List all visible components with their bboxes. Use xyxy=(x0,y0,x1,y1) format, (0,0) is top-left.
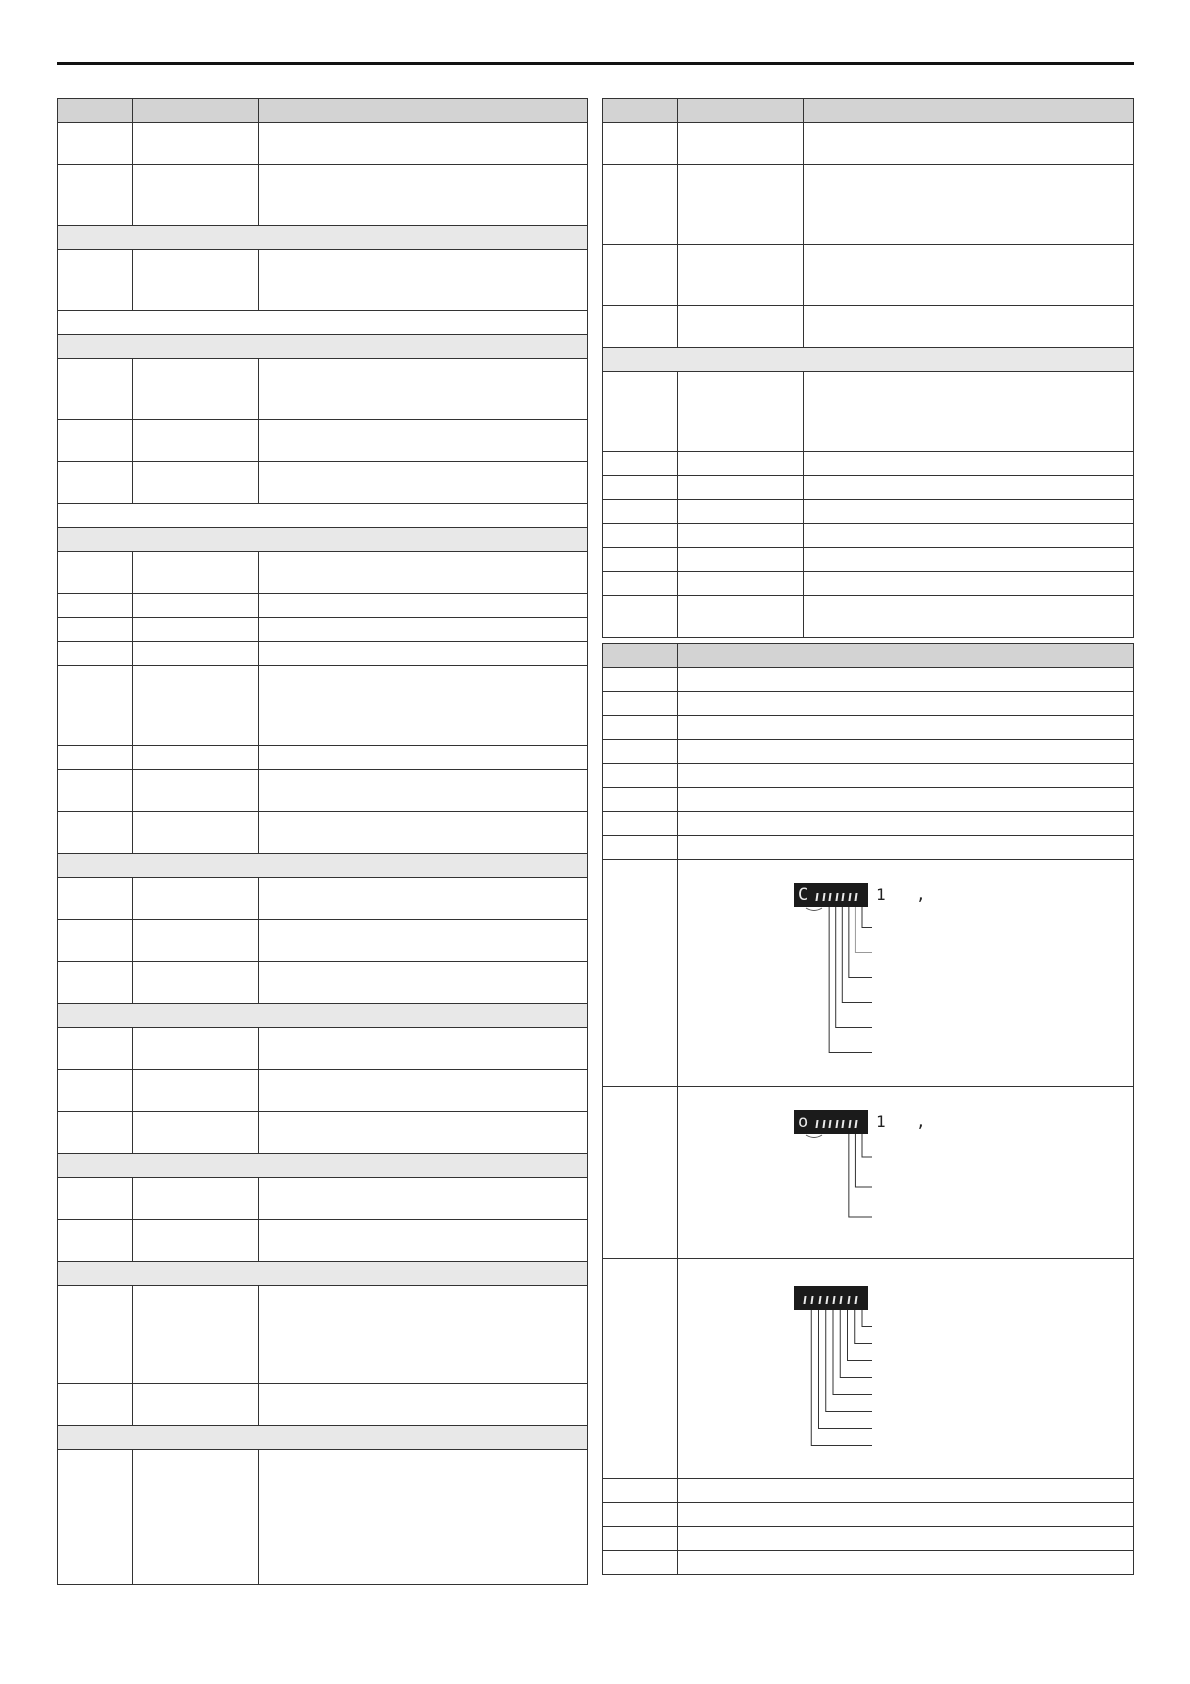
table-cell xyxy=(678,524,804,548)
table-row xyxy=(58,666,588,746)
section-heading-cell xyxy=(58,335,588,359)
indicator-glyph: , xyxy=(916,884,926,904)
table-cell xyxy=(58,746,133,770)
table-cell xyxy=(133,618,259,642)
table-row xyxy=(603,788,1134,812)
table-row xyxy=(603,860,1134,1087)
table-cell xyxy=(603,452,678,476)
column-header xyxy=(678,99,804,123)
drive-status-diagram xyxy=(678,1260,1134,1478)
table-cell xyxy=(603,372,678,452)
table-cell xyxy=(603,668,678,692)
table-cell xyxy=(259,962,588,1004)
table-cell xyxy=(678,764,1134,788)
table-row xyxy=(603,372,1134,452)
table-cell xyxy=(133,1070,259,1112)
table-row xyxy=(58,165,588,226)
table-row xyxy=(603,596,1134,638)
table-cell xyxy=(259,770,588,812)
table-cell xyxy=(133,1286,259,1384)
table-row xyxy=(58,920,588,962)
table-row xyxy=(603,1503,1134,1527)
section-row xyxy=(58,1262,588,1286)
table-cell xyxy=(678,123,804,165)
leader-line xyxy=(862,907,872,928)
table-cell xyxy=(259,165,588,226)
table-row xyxy=(603,476,1134,500)
table-row xyxy=(58,812,588,854)
table-cell xyxy=(259,1112,588,1154)
leader-line xyxy=(836,907,872,1028)
table-header-row xyxy=(603,99,1134,123)
table-row xyxy=(603,306,1134,348)
table-cell xyxy=(603,572,678,596)
leader-line xyxy=(862,1310,872,1327)
column-header xyxy=(259,99,588,123)
table-cell xyxy=(58,552,133,594)
section-heading-cell xyxy=(58,854,588,878)
table-row xyxy=(603,1479,1134,1503)
table-cell xyxy=(603,836,678,860)
table-cell xyxy=(678,740,1134,764)
table-cell xyxy=(133,552,259,594)
lcd-prefix-glyph: C xyxy=(798,884,809,905)
table-cell xyxy=(603,165,678,245)
table-cell xyxy=(259,812,588,854)
leader-line xyxy=(833,1310,872,1395)
section-row xyxy=(603,348,1134,372)
parameter-table-left xyxy=(57,98,588,1585)
table-row xyxy=(58,618,588,642)
output-terminal-status-diagram xyxy=(678,1088,1134,1258)
monitor-table xyxy=(602,643,1134,1575)
table-cell xyxy=(259,1028,588,1070)
section-heading-cell xyxy=(58,1154,588,1178)
table-row xyxy=(58,1112,588,1154)
section-heading-cell xyxy=(58,1262,588,1286)
table-cell xyxy=(133,878,259,920)
section-row xyxy=(58,335,588,359)
table-cell xyxy=(678,668,1134,692)
table-cell xyxy=(259,878,588,920)
table-cell xyxy=(259,746,588,770)
blank-cell xyxy=(58,311,588,335)
table-row xyxy=(603,1527,1134,1551)
table-row xyxy=(603,452,1134,476)
table-row xyxy=(603,668,1134,692)
table-cell xyxy=(678,1551,1134,1575)
brace-mark xyxy=(806,908,822,911)
table-row xyxy=(603,165,1134,245)
table-cell xyxy=(804,476,1134,500)
table-cell xyxy=(133,1112,259,1154)
table-cell xyxy=(259,123,588,165)
table-cell xyxy=(133,165,259,226)
table-cell xyxy=(804,524,1134,548)
table-cell xyxy=(259,1220,588,1262)
table-cell xyxy=(603,123,678,165)
table-row xyxy=(603,245,1134,306)
table-cell xyxy=(58,812,133,854)
leader-lines xyxy=(678,861,1134,1086)
table-row xyxy=(58,552,588,594)
table-cell xyxy=(603,596,678,638)
table-cell xyxy=(133,770,259,812)
table-cell xyxy=(58,878,133,920)
table-cell xyxy=(259,462,588,504)
table-row xyxy=(603,692,1134,716)
table-cell xyxy=(603,740,678,764)
table-cell xyxy=(603,764,678,788)
table-cell xyxy=(678,476,804,500)
leader-line xyxy=(819,1310,873,1429)
table-cell xyxy=(678,812,1134,836)
table-cell xyxy=(678,306,804,348)
table-cell xyxy=(133,920,259,962)
table-row xyxy=(603,1551,1134,1575)
table-cell xyxy=(133,1220,259,1262)
table-cell xyxy=(678,716,1134,740)
column-header xyxy=(133,99,259,123)
table-row xyxy=(603,500,1134,524)
table-cell xyxy=(58,1028,133,1070)
leader-line xyxy=(855,1134,872,1187)
table-cell xyxy=(259,642,588,666)
table-cell xyxy=(259,1384,588,1426)
column-header xyxy=(804,99,1134,123)
table-cell xyxy=(678,1503,1134,1527)
table-cell xyxy=(678,572,804,596)
table-row xyxy=(58,250,588,311)
table-cell xyxy=(58,1070,133,1112)
table-cell xyxy=(804,245,1134,306)
table-cell xyxy=(603,245,678,306)
table-cell xyxy=(603,1479,678,1503)
table-row xyxy=(58,1028,588,1070)
table-row xyxy=(58,462,588,504)
table-row xyxy=(58,770,588,812)
table-row xyxy=(58,420,588,462)
table-cell xyxy=(259,1070,588,1112)
table-cell xyxy=(58,618,133,642)
table-row xyxy=(603,812,1134,836)
table-row xyxy=(58,962,588,1004)
table-cell xyxy=(603,788,678,812)
table-cell xyxy=(259,920,588,962)
leader-line xyxy=(848,1310,873,1361)
table-row xyxy=(58,746,588,770)
table-cell xyxy=(678,245,804,306)
table-cell xyxy=(58,1178,133,1220)
leader-line xyxy=(849,1134,872,1217)
table-header-row xyxy=(603,644,1134,668)
table-cell xyxy=(58,1450,133,1585)
table-cell xyxy=(259,359,588,420)
header-rule xyxy=(57,62,1134,65)
table-cell xyxy=(259,1178,588,1220)
table-cell xyxy=(58,920,133,962)
table-row xyxy=(58,1286,588,1384)
table-cell xyxy=(259,666,588,746)
table-cell xyxy=(133,1384,259,1426)
table-cell xyxy=(603,716,678,740)
table-cell xyxy=(58,642,133,666)
brace-mark xyxy=(806,1135,822,1138)
section-row xyxy=(58,528,588,552)
table-cell xyxy=(603,1087,678,1259)
parameter-table-right xyxy=(602,98,1134,638)
table-cell xyxy=(259,594,588,618)
table-row xyxy=(603,572,1134,596)
table-row xyxy=(58,878,588,920)
table-cell xyxy=(58,250,133,311)
column-header xyxy=(678,644,1134,668)
table-cell xyxy=(133,123,259,165)
table-cell xyxy=(678,1479,1134,1503)
table-cell xyxy=(133,594,259,618)
leader-lines xyxy=(678,1088,1134,1258)
table-cell xyxy=(259,250,588,311)
section-row xyxy=(58,1004,588,1028)
table-cell xyxy=(259,420,588,462)
table-cell xyxy=(58,359,133,420)
table-cell xyxy=(804,548,1134,572)
table-cell xyxy=(678,165,804,245)
section-row xyxy=(58,226,588,250)
column-header xyxy=(603,99,678,123)
table-row xyxy=(58,1070,588,1112)
table-row xyxy=(603,1087,1134,1259)
table-cell xyxy=(804,452,1134,476)
table-cell xyxy=(603,524,678,548)
leader-lines xyxy=(678,1260,1134,1478)
table-cell xyxy=(603,500,678,524)
table-cell xyxy=(58,1286,133,1384)
table-row xyxy=(58,123,588,165)
indicator-glyph: , xyxy=(916,1111,926,1131)
table-cell xyxy=(58,165,133,226)
table-cell xyxy=(603,812,678,836)
table-cell xyxy=(58,420,133,462)
column-header xyxy=(603,644,678,668)
table-cell xyxy=(133,1028,259,1070)
table-row xyxy=(603,548,1134,572)
table-cell xyxy=(58,1112,133,1154)
table-row xyxy=(58,359,588,420)
table-cell xyxy=(603,692,678,716)
table-cell xyxy=(58,123,133,165)
table-cell xyxy=(678,836,1134,860)
table-row xyxy=(58,1220,588,1262)
table-cell xyxy=(603,1503,678,1527)
table-cell xyxy=(678,692,1134,716)
table-row xyxy=(603,740,1134,764)
table-cell xyxy=(133,812,259,854)
table-cell xyxy=(603,548,678,572)
table-cell xyxy=(259,552,588,594)
section-row xyxy=(58,1154,588,1178)
table-cell xyxy=(603,476,678,500)
table-cell xyxy=(259,1286,588,1384)
table-row xyxy=(603,716,1134,740)
table-cell xyxy=(133,666,259,746)
table-cell xyxy=(259,618,588,642)
table-cell xyxy=(259,1450,588,1585)
table-header-row xyxy=(58,99,588,123)
table-cell xyxy=(133,962,259,1004)
table-cell xyxy=(603,860,678,1087)
lcd-prefix-glyph: o xyxy=(798,1111,809,1132)
table-cell xyxy=(133,1450,259,1585)
blank-row xyxy=(58,504,588,528)
table-cell xyxy=(804,165,1134,245)
table-cell xyxy=(133,1178,259,1220)
table-cell xyxy=(678,1527,1134,1551)
section-heading-cell xyxy=(58,528,588,552)
indicator-glyph: 1 xyxy=(876,1111,886,1131)
table-cell xyxy=(58,594,133,618)
table-cell xyxy=(58,1384,133,1426)
table-cell xyxy=(678,372,804,452)
table-cell xyxy=(58,962,133,1004)
input-terminal-status-diagram xyxy=(678,861,1134,1086)
diagram-cell xyxy=(678,1259,1134,1479)
leader-line xyxy=(862,1134,872,1157)
table-cell xyxy=(133,359,259,420)
diagram-cell xyxy=(678,860,1134,1087)
table-cell xyxy=(804,596,1134,638)
table-row xyxy=(58,1450,588,1585)
table-cell xyxy=(678,452,804,476)
leader-line xyxy=(849,907,872,978)
table-cell xyxy=(804,123,1134,165)
section-heading-cell xyxy=(58,226,588,250)
diagram-cell xyxy=(678,1087,1134,1259)
table-row xyxy=(603,123,1134,165)
table-cell xyxy=(804,306,1134,348)
section-heading-cell xyxy=(58,1004,588,1028)
section-row xyxy=(58,1426,588,1450)
table-cell xyxy=(133,642,259,666)
section-row xyxy=(58,854,588,878)
table-row xyxy=(58,1384,588,1426)
table-cell xyxy=(678,788,1134,812)
table-row xyxy=(603,1259,1134,1479)
column-header xyxy=(58,99,133,123)
blank-row xyxy=(58,311,588,335)
table-cell xyxy=(58,770,133,812)
table-cell xyxy=(804,372,1134,452)
table-cell xyxy=(603,1259,678,1479)
table-cell xyxy=(133,250,259,311)
table-cell xyxy=(678,500,804,524)
leader-line xyxy=(855,907,872,953)
table-cell xyxy=(804,500,1134,524)
blank-cell xyxy=(58,504,588,528)
table-cell xyxy=(58,462,133,504)
table-cell xyxy=(603,1551,678,1575)
table-cell xyxy=(133,420,259,462)
table-cell xyxy=(678,596,804,638)
table-cell xyxy=(133,462,259,504)
table-row xyxy=(603,836,1134,860)
section-heading-cell xyxy=(603,348,1134,372)
table-cell xyxy=(603,1527,678,1551)
table-cell xyxy=(804,572,1134,596)
table-row xyxy=(58,594,588,618)
leader-line xyxy=(842,907,872,1003)
table-row xyxy=(58,642,588,666)
table-cell xyxy=(603,306,678,348)
table-cell xyxy=(678,548,804,572)
table-row xyxy=(603,524,1134,548)
section-heading-cell xyxy=(58,1426,588,1450)
table-row xyxy=(58,1178,588,1220)
table-cell xyxy=(58,1220,133,1262)
table-row xyxy=(603,764,1134,788)
indicator-glyph: 1 xyxy=(876,884,886,904)
table-cell xyxy=(133,746,259,770)
table-cell xyxy=(58,666,133,746)
